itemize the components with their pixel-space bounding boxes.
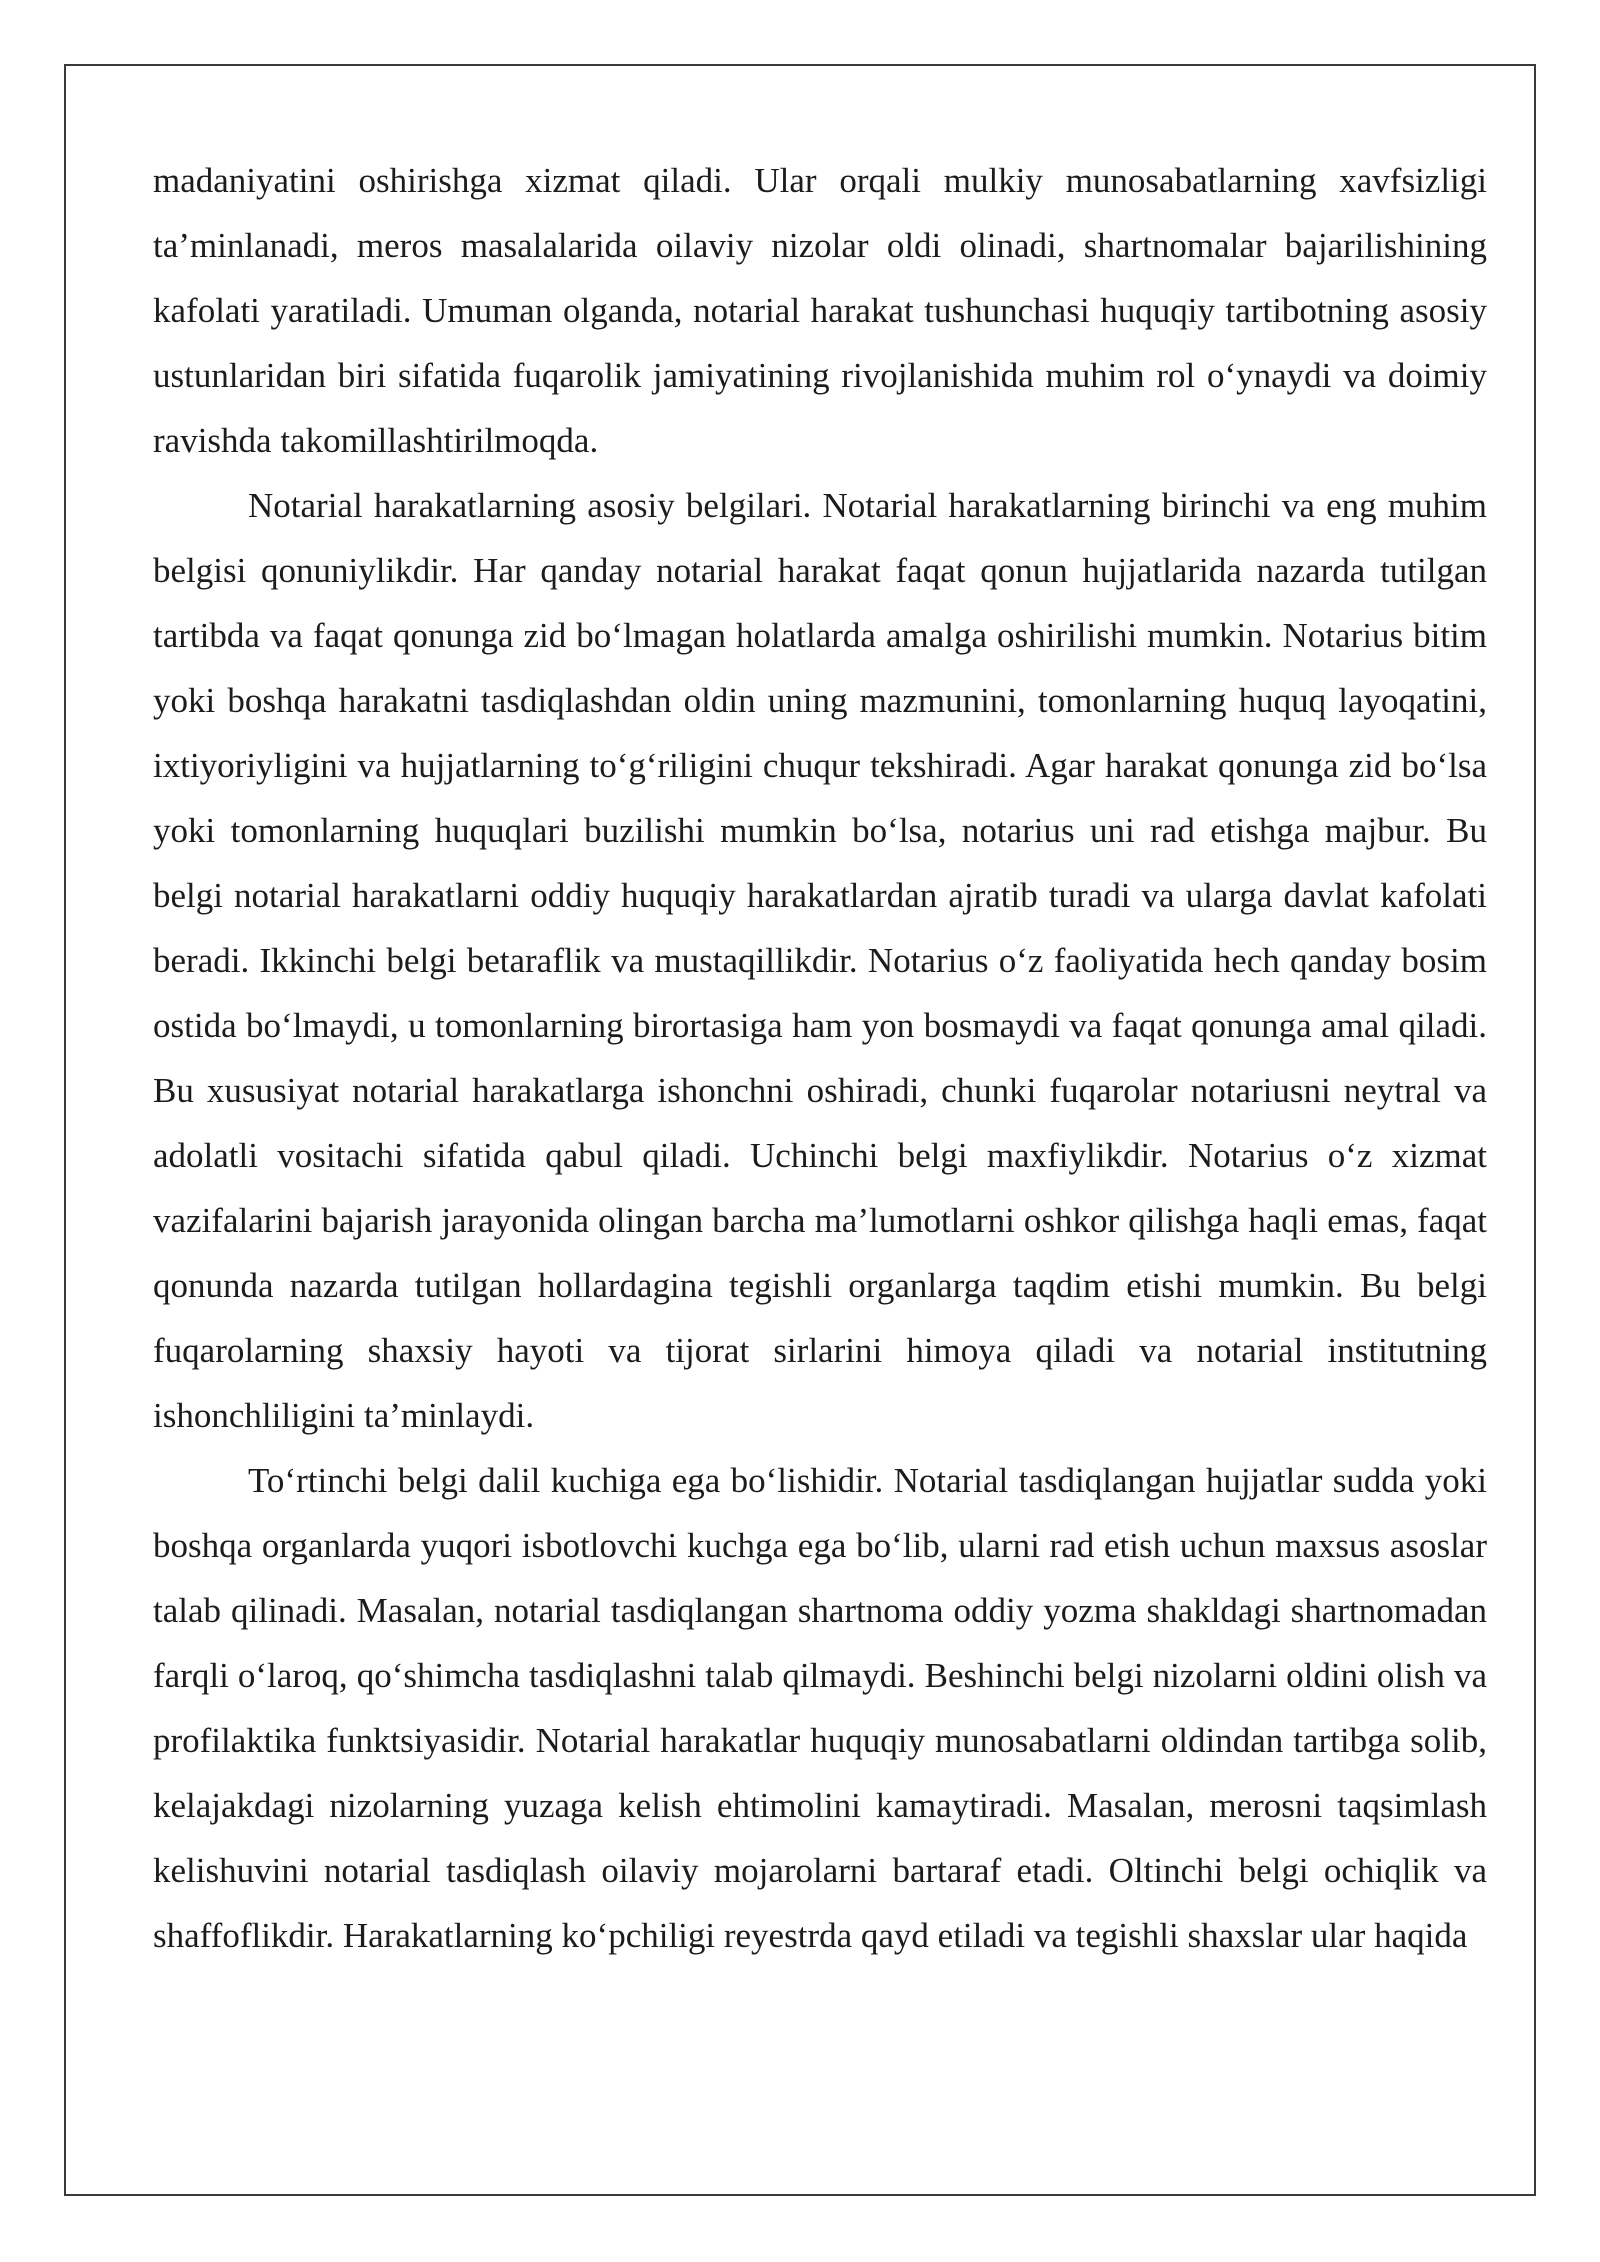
paragraph-3: To‘rtinchi belgi dalil kuchiga ega bo‘lishidir. Notarial tasdiqlangan hujjatlar sudda yoki boshqa organlarda yuqori isbotlovchi kuchga ega bo‘lib, ularni rad etish uchun maxsus asoslar talab qilinadi. Masalan, notarial tasdiqlangan shartnoma oddiy yozma shakldagi shartnomadan farqli o‘laroq, qo‘shimcha tasdiqlashni talab qilmaydi. Beshinchi belgi nizolarni oldini olish va profilaktika funktsiyasidir. Notarial harakatlar huquqiy munosabatlarni oldindan tartibga solib, kelajakdagi nizolarning yuzaga kelish ehtimolini kamaytiradi. Masalan, merosni taqsimlash kelishuvini notarial tasdiqlash oilaviy mojarolarni bartaraf etadi. Oltinchi belgi ochiqlik va shaffoflikdir. Harakatlarning ko‘pchiligi reyestrda qayd etiladi va tegishli shaxslar ular haqida — [153, 1461, 1487, 1955]
paragraph-2: Notarial harakatlarning asosiy belgilari. Notarial harakatlarning birinchi va eng muhim belgisi qonuniylikdir. Har qanday notarial harakat faqat qonun hujjatlarida nazarda tutilgan tartibda va faqat qonunga zid bo‘lmagan holatlarda amalga oshirilishi mumkin. Notarius bitim yoki boshqa harakatni tasdiqlashdan oldin uning mazmunini, tomonlarning huquq layoqatini, ixtiyoriyligini va hujjatlarning to‘g‘riligini chuqur tekshiradi. Agar harakat qonunga zid bo‘lsa yoki tomonlarning huquqlari buzilishi mumkin bo‘lsa, notarius uni rad etishga majbur. Bu belgi notarial harakatlarni oddiy huquqiy harakatlardan ajratib turadi va ularga davlat kafolati beradi. Ikkinchi belgi betaraflik va mustaqillikdir. Notarius o‘z faoliyatida hech qanday bosim ostida bo‘lmaydi, u tomonlarning birortasiga ham yon bosmaydi va faqat qonunga amal qiladi. Bu xususiyat notarial harakatlarga ishonchni oshiradi, chunki fuqarolar notariusni neytral va adolatli vositachi sifatida qabul qiladi. Uchinchi belgi maxfiylikdir. Notarius o‘z xizmat vazifalarini bajarish jarayonida olingan barcha ma’lumotlarni oshkor qilishga haqli emas, faqat qonunda nazarda tutilgan hollardagina tegishli organlarga taqdim etishi mumkin. Bu belgi fuqarolarning shaxsiy hayoti va tijorat sirlarini himoya qiladi va notarial institutning ishonchliligini ta’minlaydi. — [153, 486, 1487, 1435]
document-body — [153, 148, 1487, 1968]
paragraph-1: madaniyatini oshirishga xizmat qiladi. Ular orqali mulkiy munosabatlarning xavfsizligi ta’minlanadi, meros masalalarida oilaviy nizolar oldi olinadi, shartnomalar bajarilishining kafolati yaratiladi. Umuman olganda, notarial harakat tushunchasi huquqiy tartibotning asosiy ustunlaridan biri sifatida fuqarolik jamiyatining rivojlanishida muhim rol o‘ynaydi va doimiy ravishda takomillashtirilmoqda. — [153, 161, 1487, 460]
